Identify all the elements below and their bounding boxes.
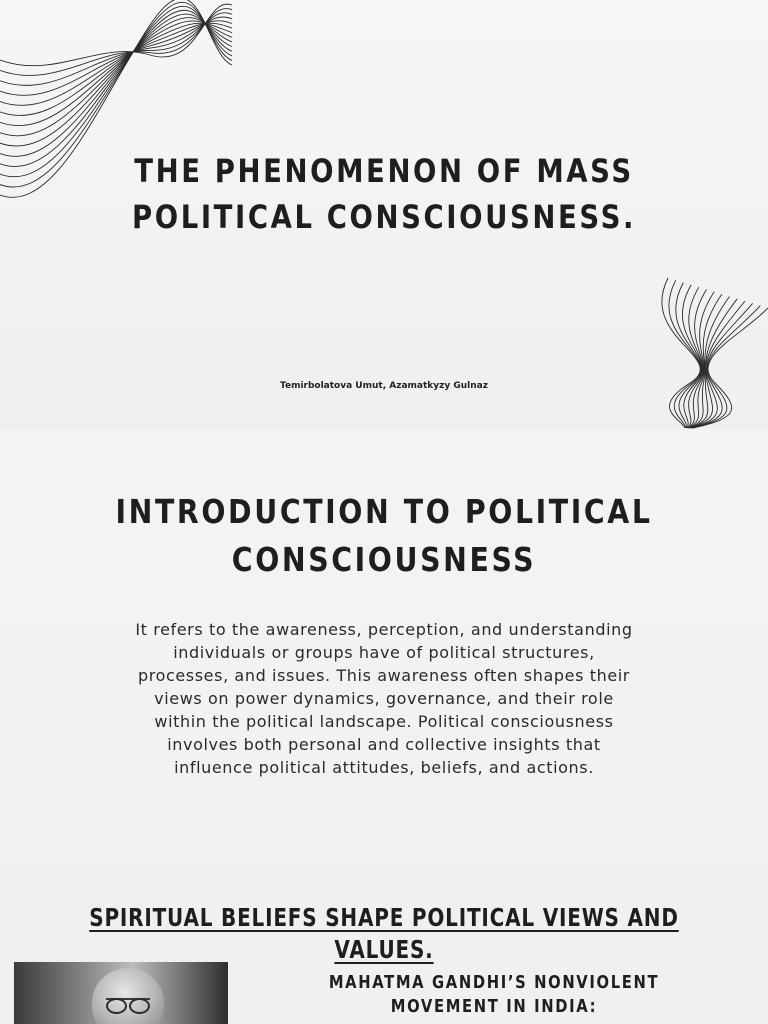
intro-line: It refers to the awareness, perception, and understanding [135,620,633,639]
portrait-head-shape [92,968,164,1024]
title-slide [0,0,768,430]
intro-line: involves both personal and collective insights that [167,735,601,754]
spiritual-beliefs-slide [0,862,768,1024]
intro-slide [0,430,768,862]
intro-line: individuals or groups have of political structures, [173,643,595,662]
intro-paragraph [92,618,676,779]
gandhi-portrait-photo [14,962,228,1024]
gandhi-section-heading: MAHATMA GANDHI’S NONVIOLENT MOVEMENT IN INDIA: [328,972,660,1017]
intro-line: processes, and issues. This awareness often shapes their [138,666,630,685]
intro-line: views on power dynamics, governance, and their role [154,689,614,708]
wave-lines-right-icon [660,268,768,430]
presentation-title [105,148,662,240]
authors: Temirbolatova Umut, Azamatkyzy Gulnaz [280,381,488,391]
spiritual-subtitle: SPIRITUAL BELIEFS SHAPE POLITICAL VIEWS AND VALUES. [89,903,679,964]
intro-title-line-1: INTRODUCTION TO POLITICAL [115,492,653,531]
intro-title [88,488,680,584]
intro-title-line-2: CONSCIOUSNESS [231,540,537,579]
title-line-2: POLITICAL CONSCIOUSNESS. [131,198,637,236]
round-glasses-shape [106,998,150,1012]
title-line-1: THE PHENOMENON OF MASS [134,152,634,190]
wave-line [691,299,738,428]
wave-line [669,280,701,428]
intro-line: within the political landscape. Political consciousness [154,712,614,731]
intro-line: influence political attitudes, beliefs, and actions. [174,758,594,777]
